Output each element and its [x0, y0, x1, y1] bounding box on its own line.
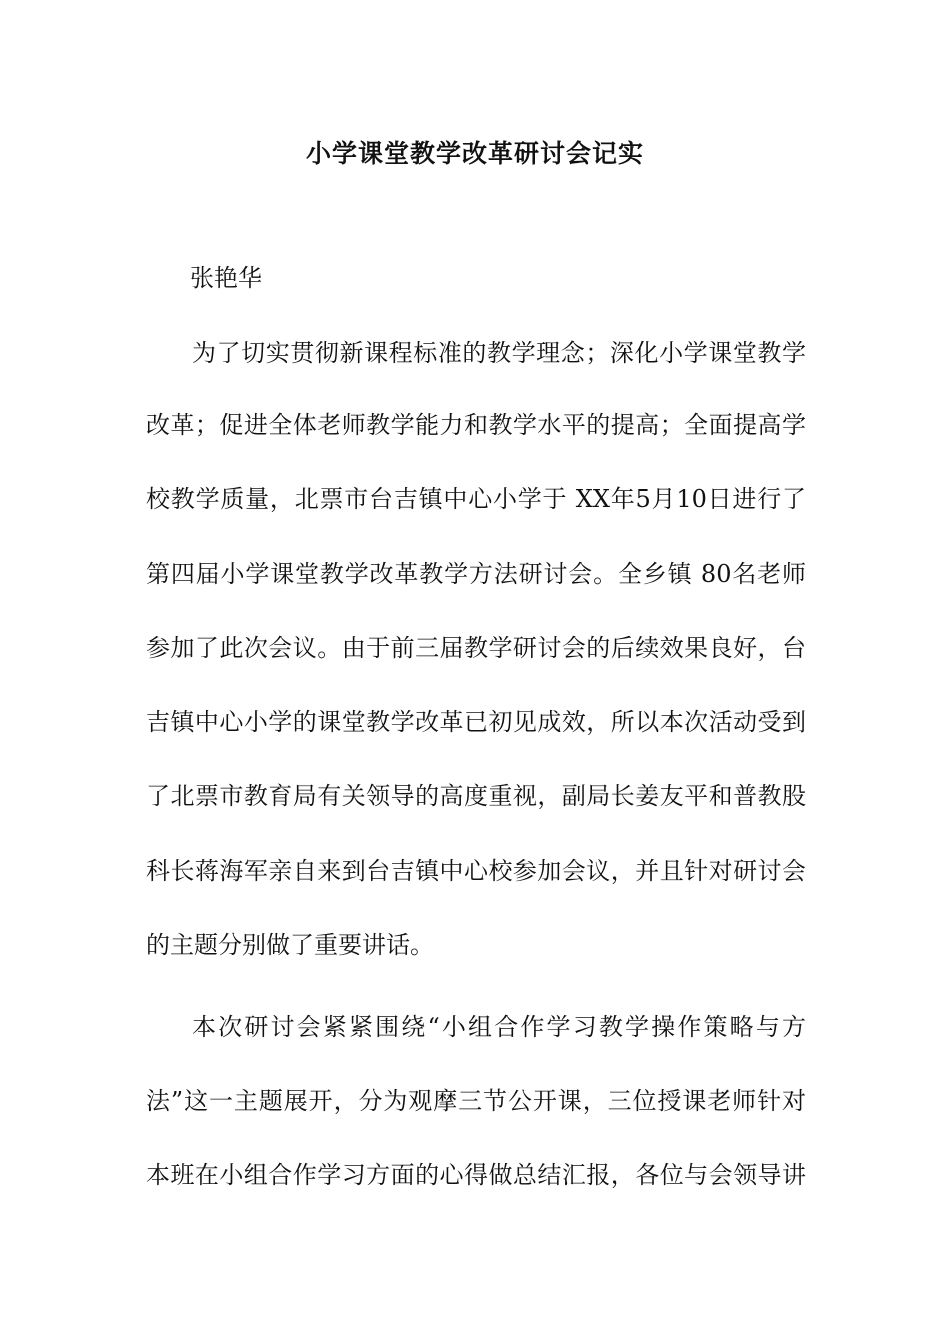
author-name: 张艳华 — [190, 264, 262, 292]
paragraph-line: 了北票市教育局有关领导的高度重视，副局长姜友平和普教股 — [146, 782, 806, 810]
paragraph-line: 科长蒋海军亲自来到台吉镇中心校参加会议，并且针对研讨会 — [146, 857, 806, 885]
paragraph-line: 校教学质量，北票市台吉镇中心小学于 XX年5月10日进行了 — [146, 485, 806, 513]
paragraph-line: 改革；促进全体老师教学能力和教学水平的提高；全面提高学 — [146, 411, 806, 439]
document-title: 小学课堂教学改革研讨会记实 — [305, 139, 644, 168]
paragraph-line: 本班在小组合作学习方面的心得做总结汇报，各位与会领导讲 — [146, 1161, 806, 1189]
paragraph-line: 第四届小学课堂教学改革教学方法研讨会。全乡镇 80名老师 — [146, 560, 806, 588]
paragraph-line: 本次研讨会紧紧围绕“小组合作学习教学操作策略与方 — [192, 1013, 806, 1041]
paragraph-line: 的主题分别做了重要讲话。 — [146, 931, 434, 959]
paragraph-line: 参加了此次会议。由于前三届教学研讨会的后续效果良好，台 — [146, 634, 806, 662]
paragraph-line: 法”这一主题展开，分为观摩三节公开课，三位授课老师针对 — [146, 1087, 806, 1115]
paragraph-line: 吉镇中心小学的课堂教学改革已初见成效，所以本次活动受到 — [146, 708, 806, 736]
paragraph-line: 为了切实贯彻新课程标准的教学理念；深化小学课堂教学 — [192, 339, 806, 367]
